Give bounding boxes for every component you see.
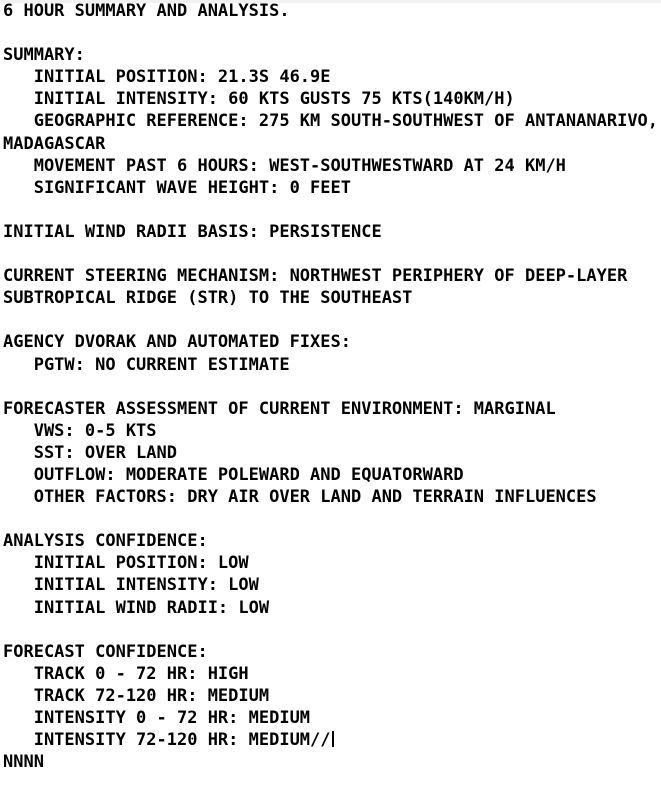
text-line-content: SUBTROPICAL RIDGE (STR) TO THE SOUTHEAST xyxy=(3,288,413,309)
text-line-content: INITIAL WIND RADII: LOW xyxy=(3,597,270,618)
text-line xyxy=(3,685,661,707)
text-line xyxy=(3,729,661,751)
text-line-content: SIGNIFICANT WAVE HEIGHT: 0 FEET xyxy=(3,177,351,198)
text-line xyxy=(3,199,661,221)
text-line-content: OTHER FACTORS: DRY AIR OVER LAND AND TERRAIN INFLUENCES xyxy=(3,487,597,508)
text-line xyxy=(3,0,661,22)
text-line-content: TRACK 0 - 72 HR: HIGH xyxy=(3,663,249,684)
text-line xyxy=(3,751,661,773)
text-line xyxy=(3,508,661,530)
text-line-content: MADAGASCAR xyxy=(3,133,106,154)
text-line xyxy=(3,265,661,287)
text-line xyxy=(3,574,661,596)
text-line xyxy=(3,619,661,641)
text-line xyxy=(3,88,661,110)
text-line-content: FORECAST CONFIDENCE: xyxy=(3,641,208,662)
text-line-content: SUMMARY: xyxy=(3,45,85,66)
text-line xyxy=(3,66,661,88)
text-line-content: CURRENT STEERING MECHANISM: NORTHWEST PERIPHERY OF DEEP-LAYER xyxy=(3,266,628,287)
text-line xyxy=(3,376,661,398)
text-line xyxy=(3,243,661,265)
text-line-content: SST: OVER LAND xyxy=(3,442,177,463)
text-line-content: INITIAL INTENSITY: LOW xyxy=(3,575,259,596)
text-line xyxy=(3,44,661,66)
text-line xyxy=(3,287,661,309)
text-line xyxy=(3,641,661,663)
text-line-content: MOVEMENT PAST 6 HOURS: WEST-SOUTHWESTWARD AT 24 KM/H xyxy=(3,155,566,176)
text-line-content: NNNN xyxy=(3,752,44,773)
text-line-content: PGTW: NO CURRENT ESTIMATE xyxy=(3,354,290,375)
text-line xyxy=(3,530,661,552)
text-line-content: INITIAL INTENSITY: 60 KTS GUSTS 75 KTS(140KM/H) xyxy=(3,89,515,110)
text-line xyxy=(3,486,661,508)
text-line xyxy=(3,133,661,155)
text-line xyxy=(3,707,661,729)
text-line-content: AGENCY DVORAK AND AUTOMATED FIXES: xyxy=(3,332,351,353)
text-line xyxy=(3,309,661,331)
text-line xyxy=(3,398,661,420)
text-line-content: INITIAL POSITION: 21.3S 46.9E xyxy=(3,67,331,88)
text-line-content: OUTFLOW: MODERATE POLEWARD AND EQUATORWARD xyxy=(3,464,464,485)
text-line xyxy=(3,464,661,486)
text-line xyxy=(3,22,661,44)
text-line-content: INITIAL WIND RADII BASIS: PERSISTENCE xyxy=(3,221,382,242)
text-line-content: GEOGRAPHIC REFERENCE: 275 KM SOUTH-SOUTHWEST OF ANTANANARIVO, xyxy=(3,111,659,132)
text-line-content: TRACK 72-120 HR: MEDIUM xyxy=(3,685,270,706)
text-line xyxy=(3,177,661,199)
text-line xyxy=(3,155,661,177)
text-line xyxy=(3,110,661,132)
text-line xyxy=(3,442,661,464)
text-line-content: 6 HOUR SUMMARY AND ANALYSIS. xyxy=(3,1,290,21)
text-line xyxy=(3,663,661,685)
text-line xyxy=(3,420,661,442)
text-line-content: FORECASTER ASSESSMENT OF CURRENT ENVIRONMENT: MARGINAL xyxy=(3,398,556,419)
text-line-content: INTENSITY 0 - 72 HR: MEDIUM xyxy=(3,708,311,728)
text-line-content: INTENSITY 72-120 HR: MEDIUM// xyxy=(3,730,331,751)
text-line xyxy=(3,331,661,353)
text-line xyxy=(3,221,661,243)
text-line-content: INITIAL POSITION: LOW xyxy=(3,553,249,574)
text-line-content: ANALYSIS CONFIDENCE: xyxy=(3,531,208,552)
text-caret xyxy=(332,731,334,747)
text-line xyxy=(3,597,661,619)
text-line-content: VWS: 0-5 KTS xyxy=(3,420,157,441)
text-line xyxy=(3,354,661,376)
text-line xyxy=(3,552,661,574)
